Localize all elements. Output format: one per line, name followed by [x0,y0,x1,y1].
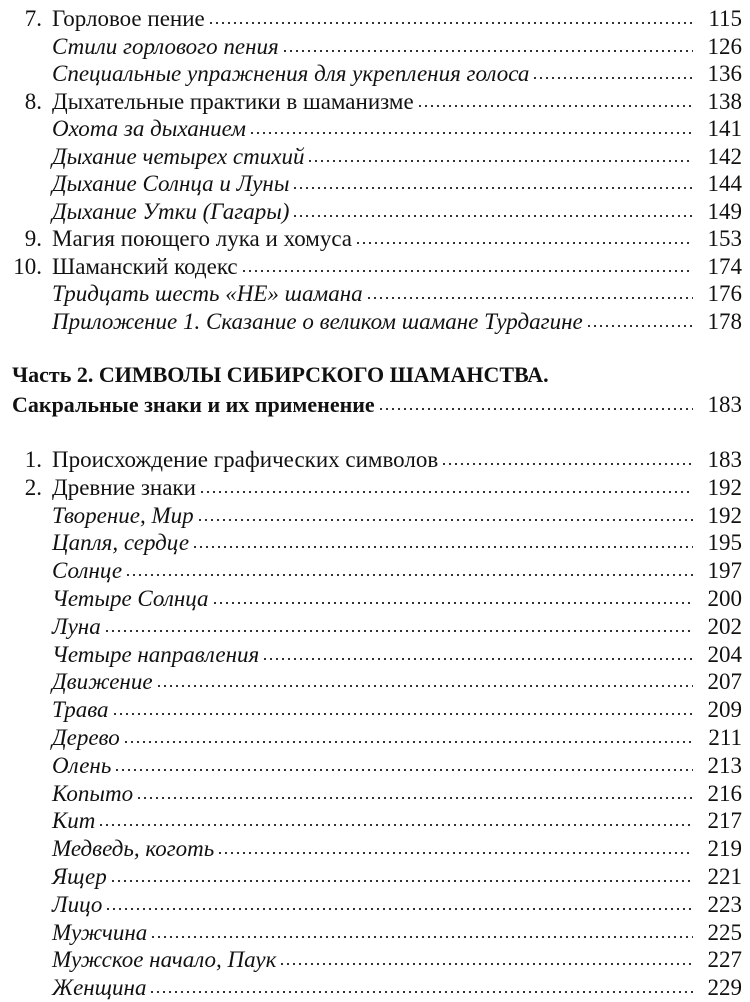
part-heading-title: Часть 2. СИМВОЛЫ СИБИРСКОГО ШАМАНСТВА. [12,362,549,387]
entry-title: Лицо [52,891,103,917]
entry-number: 8. [24,88,42,114]
entry-title: Специальные упражнения для укрепления голоса [52,61,530,86]
entry-title: Копыто [52,780,134,806]
page-number: 209 [707,697,742,723]
page-number: 141 [707,116,742,141]
entry-title: Магия поющего лука и хомуса [52,226,353,251]
page-number: 219 [707,836,742,862]
leader-dots [217,836,693,856]
leader-dots [307,144,693,164]
page-number: 192 [707,502,742,528]
page-number: 178 [707,308,742,334]
entry-number: 1. [24,447,42,472]
page-number: 138 [707,88,742,114]
entry-title: Тридцать шесть «НЕ» шамана [52,281,363,306]
page-number: 197 [707,558,742,584]
toc-entry[interactable] [0,781,750,808]
leader-dots [156,669,693,689]
toc-entry[interactable] [0,864,750,891]
page-number: 153 [707,226,742,251]
toc-entry[interactable] [0,171,750,198]
entry-title: Дыхание четырех стихий [52,143,305,169]
toc-entry[interactable] [0,614,750,641]
toc-entry[interactable] [0,254,750,281]
toc-entry[interactable] [0,226,750,253]
toc-entry[interactable] [0,947,750,974]
leader-dots [292,199,693,219]
toc-entry[interactable] [0,586,750,613]
leader-dots [110,864,693,884]
page-number: 223 [707,891,742,917]
entry-title: Четыре направления [52,641,260,667]
leader-dots [417,89,693,109]
leader-dots [123,725,693,745]
leader-dots [197,503,693,523]
leader-dots [104,614,693,634]
page-number: 136 [707,61,742,86]
leader-dots [292,171,693,191]
page-number: 183 [707,392,742,417]
page-number: 195 [707,530,742,556]
entry-number: 10. [13,253,42,279]
entry-title: Стили горлового пения [52,33,279,59]
toc-entry[interactable] [0,144,750,171]
leader-dots [441,447,693,467]
leader-dots [212,586,693,606]
toc-entry[interactable] [0,725,750,752]
entry-title: Древние знаки [52,474,196,500]
page-number: 174 [707,253,742,279]
entry-title: Четыре Солнца [52,586,209,611]
page-number: 213 [707,752,742,778]
part-heading-subtitle: Сакральные знаки и их применение [12,392,375,417]
toc-entry[interactable] [0,116,750,143]
toc-entry[interactable] [0,642,750,669]
page-number: 202 [707,613,742,639]
toc-entry[interactable] [0,836,750,863]
page-number: 192 [707,474,742,500]
page-number: 204 [707,641,742,667]
page-number: 211 [708,725,742,750]
page-number: 142 [707,143,742,169]
toc-entry[interactable] [0,503,750,530]
leader-dots [355,226,693,246]
toc-entry[interactable] [0,753,750,780]
page-number: 149 [707,198,742,224]
page-number: 216 [707,780,742,806]
entry-title: Шаманский кодекс [52,253,238,279]
toc-entry[interactable] [0,61,750,88]
page-number: 207 [707,669,742,695]
toc-entry[interactable] [0,975,750,1002]
leader-dots [208,6,693,26]
toc-entry[interactable] [0,447,750,474]
leader-dots [125,558,693,578]
entry-number: 9. [24,226,42,251]
leader-dots [378,392,693,412]
page-number: 227 [707,947,742,973]
entry-title: Движение [52,669,153,695]
toc-entry[interactable] [0,808,750,835]
leader-dots [262,642,693,662]
toc-entry[interactable] [0,281,750,308]
leader-dots [112,697,693,717]
toc-entry[interactable] [0,34,750,61]
entry-number: 7. [24,6,42,31]
entry-title: Охота за дыханием [52,116,246,141]
entry-number: 2. [24,474,42,500]
entry-title: Дыхание Утки (Гагары) [52,198,290,224]
leader-dots [105,892,693,912]
leader-dots [199,475,693,495]
entry-title: Происхождение графических символов [52,447,439,472]
toc-entry[interactable] [0,697,750,724]
leader-dots [249,116,693,136]
entry-title: Солнце [52,558,123,584]
toc-entry[interactable] [0,309,750,336]
toc-entry[interactable] [0,530,750,557]
leader-dots [98,808,693,828]
entry-title: Луна [52,613,101,639]
entry-title: Цапля, сердце [52,530,190,556]
entry-title: Дыхание Солнца и Луны [52,171,290,196]
page-number: 183 [707,447,742,472]
page-number: 144 [707,171,742,196]
toc-entry[interactable] [0,892,750,919]
part-heading-entry[interactable] [0,392,750,419]
leader-dots [586,309,693,329]
page-number: 221 [707,864,742,889]
entry-title: Горловое пение [52,6,205,31]
entry-title: Дерево [52,725,120,750]
page-number: 176 [707,281,742,306]
entry-title: Олень [52,752,112,778]
page-number: 217 [707,808,742,834]
leader-dots [149,975,693,995]
leader-dots [150,920,693,940]
page-number: 200 [707,586,742,611]
leader-dots [192,530,693,550]
toc-entry[interactable] [0,475,750,502]
page-number: 225 [707,919,742,945]
leader-dots [366,281,693,301]
entry-title: Мужское начало, Паук [52,947,277,973]
leader-dots [282,34,693,54]
leader-dots [532,61,693,81]
page-number: 126 [707,33,742,59]
leader-dots [136,781,693,801]
entry-title: Дыхательные практики в шаманизме [52,88,414,114]
entry-title: Мужчина [52,919,148,945]
toc-entry[interactable] [0,199,750,226]
leader-dots [114,753,693,773]
leader-dots [241,254,693,274]
page-number: 229 [707,975,742,1001]
toc-entry[interactable] [0,669,750,696]
entry-title: Женщина [52,975,147,1001]
toc-entry[interactable] [0,558,750,585]
leader-dots [279,947,693,967]
entry-title: Приложение 1. Сказание о великом шамане Турдагине [52,308,583,334]
toc-entry[interactable] [0,6,750,33]
entry-title: Ящер [52,864,107,889]
entry-title: Трава [52,697,109,723]
toc-entry[interactable] [0,89,750,116]
entry-title: Кит [52,808,96,834]
entry-title: Медведь, коготь [52,836,215,862]
entry-title: Творение, Мир [52,502,194,528]
toc-entry[interactable] [0,920,750,947]
page-number: 115 [708,6,742,31]
